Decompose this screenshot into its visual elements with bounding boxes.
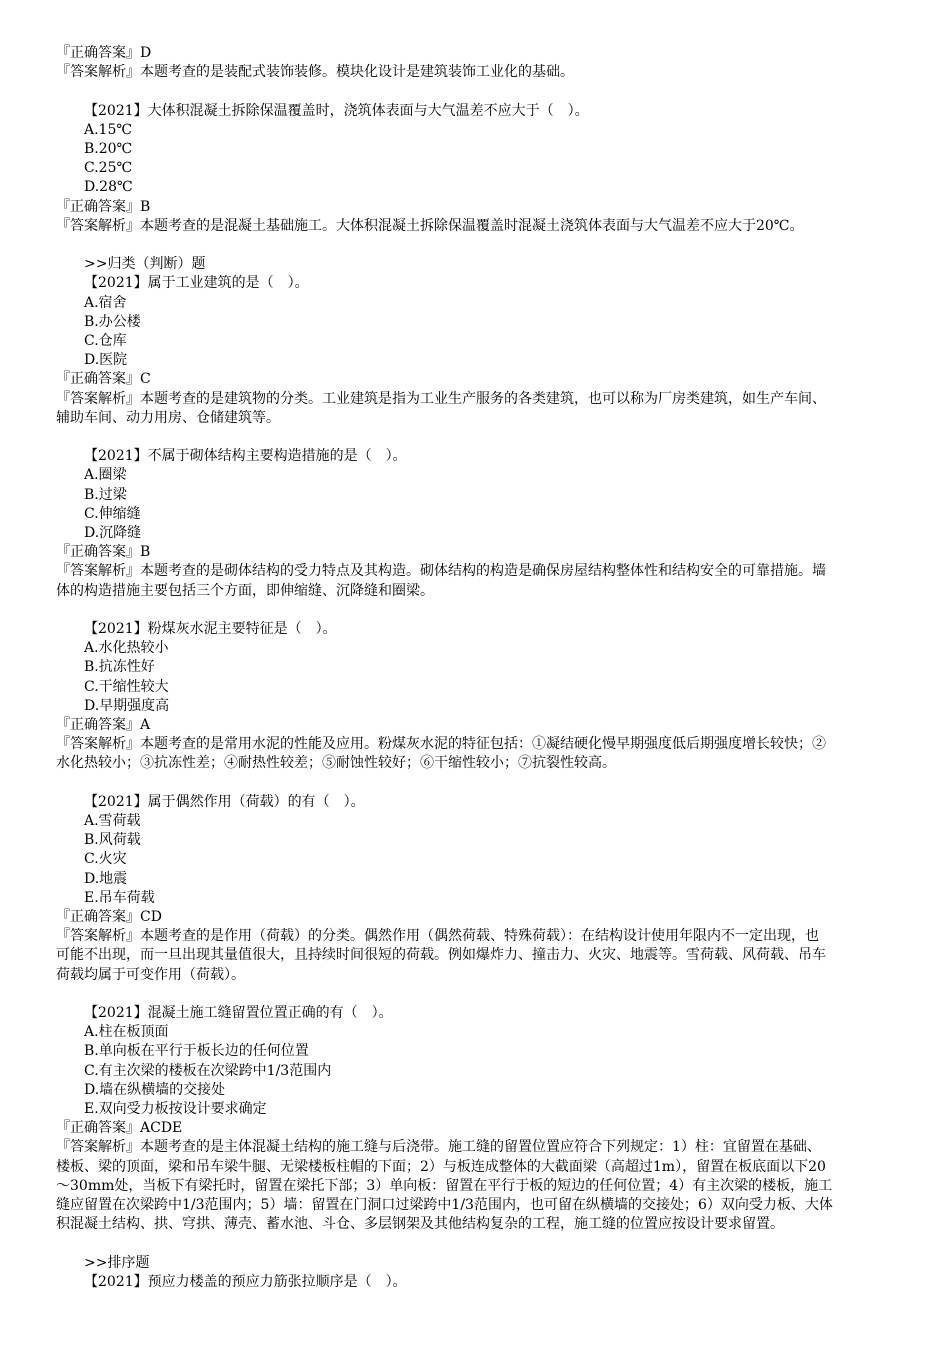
section-heading: >>归类（判断）题 (84, 256, 206, 273)
answer-option: B.风荷载 (84, 832, 141, 849)
answer-option: A.雪荷载 (84, 813, 141, 830)
spacer (56, 236, 898, 255)
answer-option: A.15℃ (84, 121, 133, 138)
question-stem: 【2021】属于工业建筑的是（ ）。 (84, 275, 309, 292)
answer-line: 『正确答案』B (56, 544, 151, 561)
spacer (56, 774, 898, 793)
analysis-line: 『答案解析』本题考查的是砌体结构的受力特点及其构造。砌体结构的构造是确保房屋结构整体性和结构安全的可靠措施。墙 (56, 563, 826, 580)
analysis-line: 『答案解析』本题考查的是混凝土基础施工。大体积混凝土拆除保温覆盖时混凝土浇筑体表面与大气温差不应大于20℃。 (56, 217, 804, 234)
spacer (56, 428, 898, 447)
answer-line: 『正确答案』ACDE (56, 1120, 183, 1137)
analysis-line: 荷载均属于可变作用（荷载）。 (56, 966, 245, 983)
answer-option: D.沉降缝 (84, 525, 142, 542)
analysis-line: 可能不出现，而一旦出现其量值很大，且持续时间很短的荷载。例如爆炸力、撞击力、火灾、地震等。雪荷载、风荷载、吊车 (56, 947, 826, 964)
answer-line: 『正确答案』A (56, 717, 151, 734)
answer-option: A.水化热较小 (84, 640, 169, 657)
analysis-line: 水化热较小；③抗冻性差；④耐热性较差；⑤耐蚀性较好；⑥干缩性较小；⑦抗裂性较高。 (56, 755, 616, 772)
answer-line: 『正确答案』D (56, 45, 152, 61)
answer-option: B.20℃ (84, 141, 133, 157)
analysis-line: 积混凝土结构、拱、穹拱、薄壳、蓄水池、斗仓、多层钢架及其他结构复杂的工程，施工缝的位置应按设计要求留置。 (56, 1216, 784, 1233)
analysis-line: 辅助车间、动力用房、仓储建筑等。 (56, 409, 280, 426)
answer-option: A.圈梁 (84, 467, 127, 484)
answer-line: 『正确答案』CD (56, 909, 162, 926)
analysis-line: 楼板、梁的顶面，梁和吊车梁牛腿、无梁楼板柱帽的下面；2）与板连成整体的大截面梁（高超过1m），留置在板底面以下20 (56, 1158, 826, 1175)
answer-option: C.火灾 (84, 851, 127, 868)
analysis-line: ～30mm处，当板下有梁托时，留置在梁托下部；3）单向板：留置在平行于板的短边的任何位置；4）有主次梁的楼板，施工 (56, 1177, 833, 1194)
document-body (56, 44, 898, 1292)
question-stem: 【2021】属于偶然作用（荷载）的有（ ）。 (84, 793, 365, 810)
question-stem: 【2021】粉煤灰水泥主要特征是（ ）。 (84, 621, 337, 638)
section-heading: >>排序题 (84, 1254, 150, 1271)
answer-option: D.地震 (84, 870, 128, 887)
answer-option: C.25℃ (84, 160, 133, 177)
spacer (56, 601, 898, 620)
question-stem: 【2021】预应力楼盖的预应力筋张拉顺序是（ ）。 (84, 1273, 407, 1290)
analysis-line: 『答案解析』本题考查的是装配式装饰装修。模块化设计是建筑装饰工业化的基础。 (56, 64, 574, 81)
answer-option: C.有主次梁的楼板在次梁跨中1/3范围内 (84, 1062, 332, 1079)
answer-option: D.墙在纵横墙的交接处 (84, 1081, 226, 1098)
answer-option: C.干缩性较大 (84, 678, 169, 695)
question-stem: 【2021】混凝土施工缝留置位置正确的有（ ）。 (84, 1005, 393, 1022)
question-stem: 【2021】不属于砌体结构主要构造措施的是（ ）。 (84, 448, 407, 465)
answer-option: D.早期强度高 (84, 697, 170, 714)
answer-option: A.柱在板顶面 (84, 1024, 169, 1041)
answer-option: B.单向板在平行于板长边的任何位置 (84, 1043, 309, 1060)
answer-line: 『正确答案』C (56, 371, 151, 388)
spacer (56, 82, 898, 101)
answer-option: D.28℃ (84, 179, 133, 196)
answer-option: B.过梁 (84, 486, 127, 503)
analysis-line: 缝应留置在次梁跨中1/3范围内；5）墙：留置在门洞口过梁跨中1/3范围内，也可留在纵横墙的交接处；6）双向受力板、大体 (56, 1197, 833, 1214)
spacer (56, 1235, 898, 1254)
answer-option: B.办公楼 (84, 313, 141, 330)
answer-line: 『正确答案』B (56, 198, 151, 215)
answer-option: E.双向受力板按设计要求确定 (84, 1101, 267, 1118)
answer-option: C.伸缩缝 (84, 505, 141, 522)
answer-option: A.宿舍 (84, 294, 127, 311)
question-stem: 【2021】大体积混凝土拆除保温覆盖时，浇筑体表面与大气温差不应大于（ ）。 (84, 102, 589, 119)
answer-option: E.吊车荷载 (84, 889, 155, 906)
spacer (56, 985, 898, 1004)
analysis-line: 『答案解析』本题考查的是作用（荷载）的分类。偶然作用（偶然荷载、特殊荷载）：在结构设计使用年限内不一定出现，也 (56, 928, 819, 945)
answer-option: C.仓库 (84, 333, 127, 350)
analysis-line: 『答案解析』本题考查的是主体混凝土结构的施工缝与后浇带。施工缝的留置位置应符合下列规定：1）柱：宜留置在基础、 (56, 1139, 821, 1156)
analysis-line: 『答案解析』本题考查的是建筑物的分类。工业建筑是指为工业生产服务的各类建筑，也可以称为厂房类建筑，如生产车间、 (56, 390, 826, 407)
analysis-line: 『答案解析』本题考查的是常用水泥的性能及应用。粉煤灰水泥的特征包括：①凝结硬化慢早期强度低后期强度增长较快；② (56, 736, 826, 753)
analysis-line: 体的构造措施主要包括三个方面，即伸缩缝、沉降缝和圈梁。 (56, 582, 434, 599)
answer-option: B.抗冻性好 (84, 659, 155, 676)
answer-option: D.医院 (84, 352, 128, 369)
